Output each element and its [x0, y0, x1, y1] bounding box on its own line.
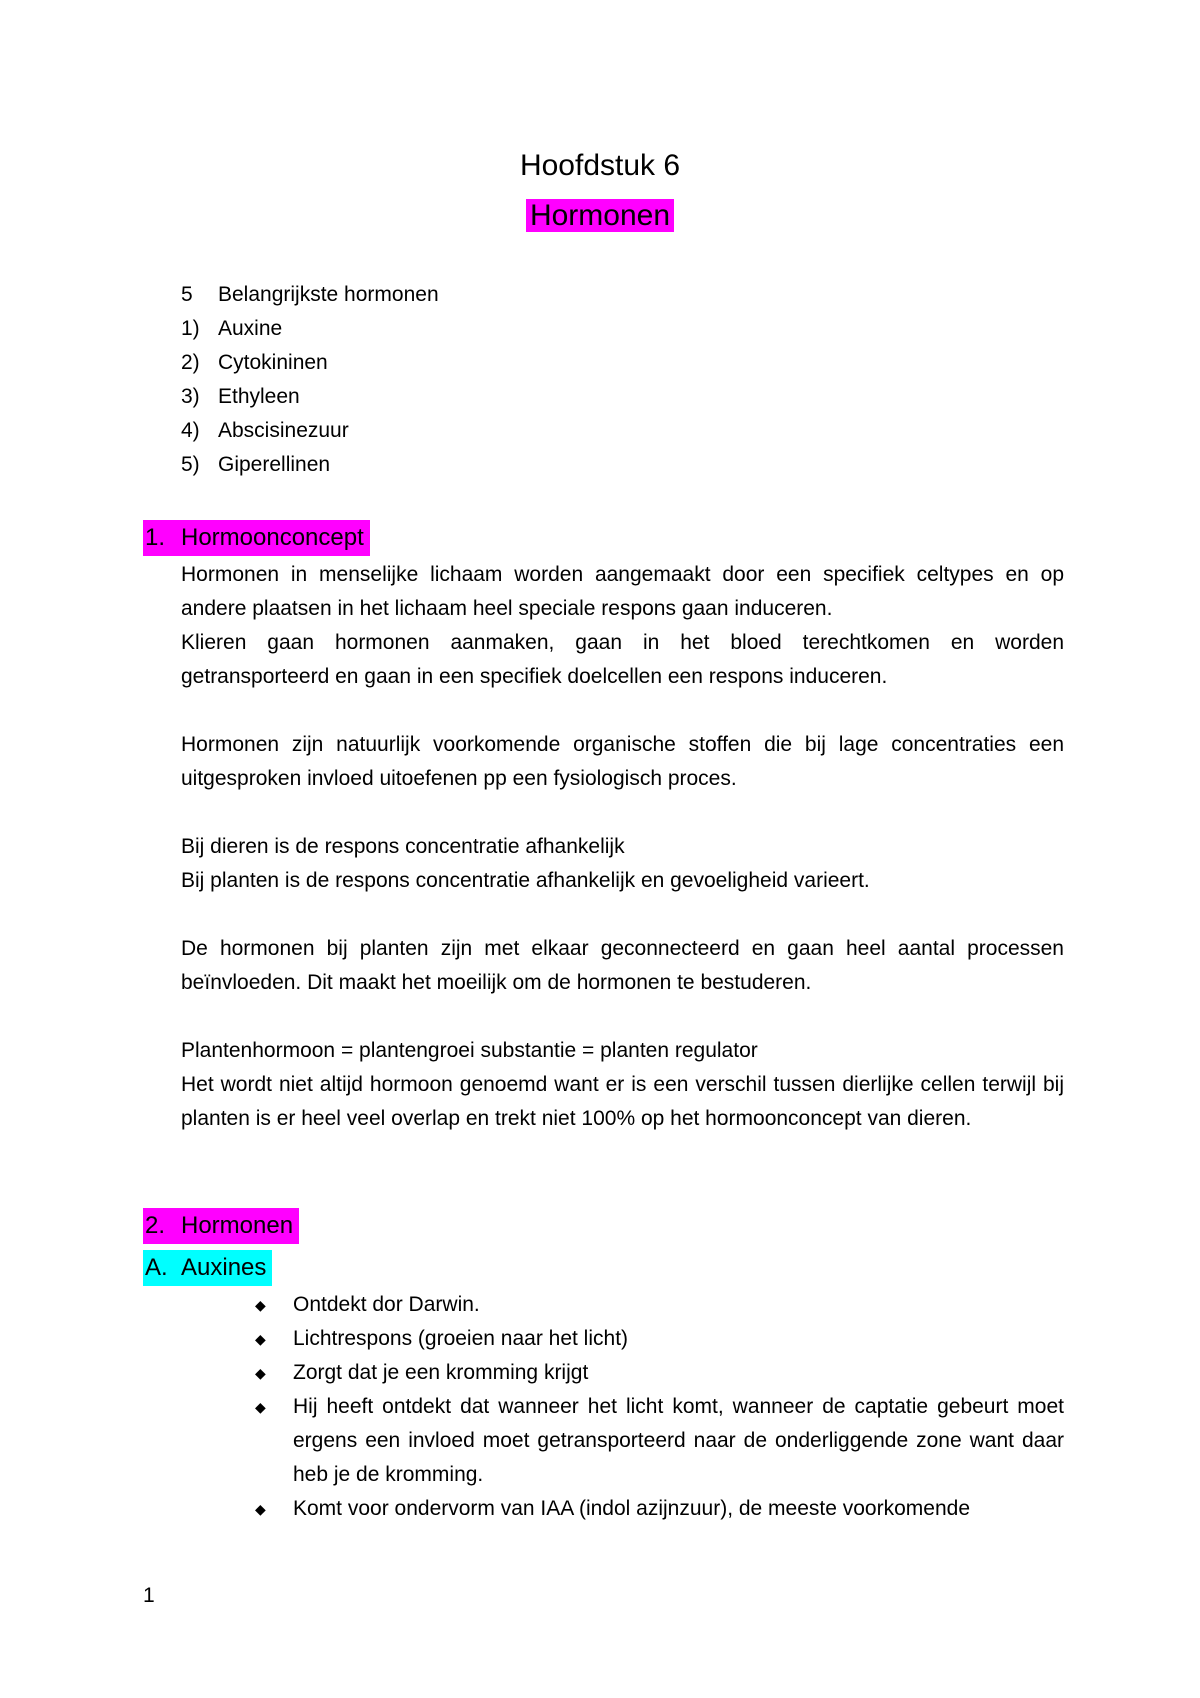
paragraph: De hormonen bij planten zijn met elkaar geconnecteerd en gaan heel aantal processen beïnvloeden. Dit maakt het moeilijk om de hormonen te bestuderen.: [181, 937, 1064, 994]
section-title: Auxines: [181, 1254, 267, 1281]
section-title: Hormonen: [181, 1212, 294, 1239]
list-item-text: Zorgt dat je een kromming krijgt: [293, 1361, 589, 1384]
section-heading-hormonen: [143, 1208, 299, 1244]
diamond-bullet-icon: ◆: [255, 1501, 266, 1517]
paragraph: Bij planten is de respons concentratie afhankelijk en gevoeligheid varieert.: [181, 869, 870, 892]
list-item-label: Abscisinezuur: [218, 419, 349, 442]
page-subtitle: [0, 196, 1200, 236]
section-heading-hormoonconcept: [143, 520, 370, 556]
list-item-number: 3): [181, 385, 200, 408]
list-item: [181, 448, 439, 482]
page-number: 1: [143, 1584, 155, 1607]
section-number: 2.: [145, 1212, 166, 1239]
diamond-bullet-icon: ◆: [255, 1331, 266, 1347]
paragraph-gap: [181, 694, 1064, 728]
section-body: [181, 558, 1064, 1136]
list-item: [181, 414, 439, 448]
list-item-number: 5): [181, 453, 200, 476]
list-item-number: 2): [181, 351, 200, 374]
diamond-bullet-icon: ◆: [255, 1399, 266, 1415]
list-item-label: Giperellinen: [218, 453, 331, 476]
section-title: Hormoonconcept: [181, 524, 364, 551]
list-item: [181, 278, 439, 312]
list-item-label: Belangrijkste hormonen: [218, 283, 439, 306]
paragraph: Hormonen in menselijke lichaam worden aangemaakt door een specifiek celtypes en op andere plaatsen in het lichaam heel speciale respons gaan induceren.: [181, 563, 1064, 620]
section-number: 1.: [145, 524, 166, 551]
list-item: [253, 1492, 1064, 1526]
list-item: [253, 1288, 1064, 1322]
paragraph: Bij dieren is de respons concentratie afhankelijk: [181, 835, 625, 858]
paragraph-gap: [181, 898, 1064, 932]
list-item: [253, 1322, 1064, 1356]
list-item-text: Lichtrespons (groeien naar het licht): [293, 1327, 629, 1350]
diamond-bullet-icon: ◆: [255, 1297, 266, 1313]
list-item-text: Hij heeft ontdekt dat wanneer het licht komt, wanneer de captatie gebeurt moet ergens een invloed moet getransporteerd naar de onderliggende zone want daar heb je de kromming.: [293, 1395, 1064, 1486]
section-number: A.: [145, 1254, 168, 1281]
paragraph-gap: [181, 1000, 1064, 1034]
paragraph: Klieren gaan hormonen aanmaken, gaan in het bloed terechtkomen en worden getransporteerd en gaan in een specifiek doelcellen een respons induceren.: [181, 631, 1064, 688]
list-item-text: Komt voor ondervorm van IAA (indol azijnzuur), de meeste voorkomende: [293, 1497, 970, 1520]
paragraph-gap: [181, 796, 1064, 830]
list-item-number: 4): [181, 419, 200, 442]
list-item-label: Ethyleen: [218, 385, 300, 408]
hormone-list: [181, 278, 439, 482]
list-item-label: Cytokininen: [218, 351, 328, 374]
paragraph: Hormonen zijn natuurlijk voorkomende organische stoffen die bij lage concentraties een uitgesproken invloed uitoefenen pp een fysiologisch proces.: [181, 733, 1064, 790]
list-item: [253, 1356, 1064, 1390]
list-item: [253, 1390, 1064, 1492]
paragraph: Plantenhormoon = plantengroei substantie = planten regulator: [181, 1039, 758, 1062]
auxines-bullet-list: [253, 1288, 1064, 1526]
subtitle-text: Hormonen: [526, 199, 674, 232]
paragraph: Het wordt niet altijd hormoon genoemd want er is een verschil tussen dierlijke cellen terwijl bij planten is er heel veel overlap en trekt niet 100% op het hormoonconcept van dieren.: [181, 1073, 1064, 1130]
list-item: [181, 312, 439, 346]
diamond-bullet-icon: ◆: [255, 1365, 266, 1381]
page-title: Hoofdstuk 6: [519, 149, 681, 182]
list-item-text: Ontdekt dor Darwin.: [293, 1293, 480, 1316]
list-item-number: 1): [181, 317, 200, 340]
list-item: [181, 380, 439, 414]
list-item-label: Auxine: [218, 317, 283, 340]
list-item: [181, 346, 439, 380]
subsection-heading-auxines: [143, 1250, 272, 1286]
list-item-number: 5: [181, 283, 193, 306]
